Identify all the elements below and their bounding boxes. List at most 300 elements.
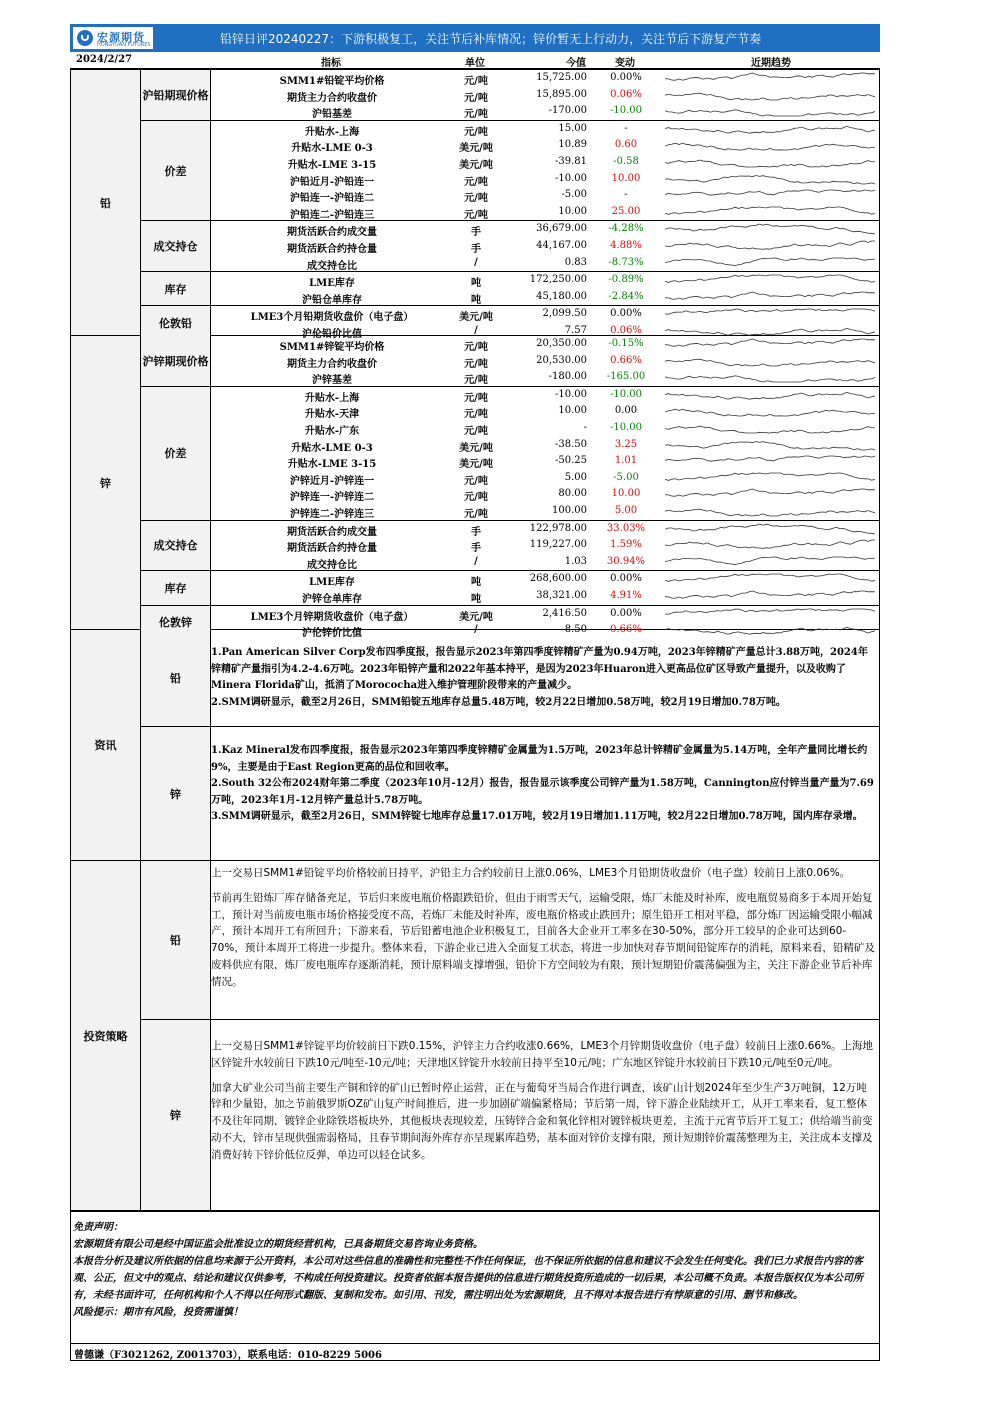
trend-line	[665, 609, 875, 614]
lead-group-label: 价差	[141, 121, 211, 221]
indicator-change: 0.06%	[610, 88, 642, 100]
trend-line	[665, 126, 875, 133]
trend-sparkline	[665, 370, 879, 384]
trend-sparkline	[665, 71, 879, 85]
strategy-section-label: 投资策略	[71, 861, 141, 1210]
trend-sparkline	[665, 421, 879, 435]
indicator-unit: 美元/吨	[459, 611, 493, 623]
indicator-row	[211, 503, 879, 520]
indicator-name: 成交持仓比	[307, 559, 357, 571]
indicator-value: -39.81	[554, 155, 587, 167]
indicator-name: 升贴水-LME 0-3	[291, 143, 373, 155]
indicator-change: 1.59%	[610, 539, 642, 551]
zinc-group-label: 沪锌期现价格	[141, 336, 211, 386]
disclaimer-text	[73, 1219, 875, 1321]
indicator-row	[211, 486, 879, 503]
logo-name: 宏源期货	[97, 31, 145, 44]
indicator-unit: 元/吨	[464, 409, 488, 421]
zinc-group-label: 成交持仓	[141, 521, 211, 571]
trend-sparkline	[665, 504, 879, 518]
indicator-value: 10.00	[558, 405, 587, 417]
trend-line	[665, 160, 875, 167]
indicator-change: 10.00	[611, 172, 641, 184]
indicator-unit: /	[474, 624, 478, 636]
indicator-name: 升贴水-广东	[304, 425, 360, 437]
indicator-change: -0.58	[613, 155, 639, 167]
trend-sparkline	[665, 555, 879, 569]
trend-line	[665, 309, 875, 314]
zinc-section	[71, 336, 879, 640]
indicator-unit: 美元/吨	[459, 442, 493, 454]
indicator-name: 期货活跃合约成交量	[287, 227, 377, 239]
indicator-unit: 元/吨	[464, 193, 488, 205]
indicator-value: 7.57	[564, 324, 587, 336]
indicator-unit: /	[474, 256, 478, 268]
indicator-value: -10.00	[554, 388, 587, 400]
trend-sparkline	[665, 607, 879, 621]
indicator-value: -10.00	[554, 172, 587, 184]
indicator-value: 100.00	[552, 504, 587, 516]
indicator-name: 升贴水-天津	[304, 409, 360, 421]
indicator-change: -10.00	[609, 388, 642, 400]
indicator-value: 1.03	[564, 555, 587, 567]
indicator-name: 升贴水-上海	[304, 126, 360, 138]
indicator-row	[211, 554, 879, 571]
lead-group	[141, 70, 879, 121]
trend-sparkline	[665, 290, 879, 304]
indicator-value: 15,725.00	[536, 72, 587, 83]
strategy-lead-para: 上一交易日SMM1#铅锭平均价格较前日持平，沪铅主力合约较前日上涨0.06%，LME3个月铅期货收盘价（电子盘）较前日上涨0.06%。	[211, 867, 851, 879]
disclaimer-line: 宏源期货有限公司是经中国证监会批准设立的期货经营机构，已具备期货交易咨询业务资格。	[73, 1239, 483, 1250]
trend-sparkline	[665, 337, 879, 351]
strategy-section	[71, 861, 879, 1210]
news-zinc-item: 2.South 32公布2024财年第二季度（2023年10月-12月）报告，报告显示该季度公司锌产量为1.58万吨，Cannington应付锌当量产量为7.69万吨，2023年1月-12月锌产量总计5.78万吨。	[211, 778, 874, 806]
indicator-change: 33.03%	[606, 522, 646, 534]
trend-sparkline	[665, 138, 879, 152]
data-grid	[70, 70, 880, 1212]
indicator-unit: 手	[471, 526, 481, 538]
trend-line	[665, 557, 875, 565]
trend-line	[665, 591, 875, 598]
report-date: 2024/2/27	[75, 54, 132, 65]
indicator-name: 期货活跃合约成交量	[287, 526, 377, 538]
indicator-change: 0.00%	[610, 308, 642, 320]
news-zinc-block	[141, 727, 879, 860]
trend-sparkline	[665, 273, 879, 287]
indicator-name: 沪锌近月-沪锌连一	[289, 475, 375, 487]
trend-line	[665, 258, 875, 266]
indicator-row	[211, 453, 879, 470]
news-zinc-text	[211, 743, 875, 826]
indicator-row	[211, 221, 879, 238]
indicator-value: 20,350.00	[536, 338, 587, 349]
trend-sparkline	[665, 122, 879, 136]
indicator-name: 沪铅仓单库存	[302, 294, 362, 306]
trend-sparkline	[665, 104, 879, 118]
indicator-change: -165.00	[606, 371, 646, 383]
indicator-name: 升贴水-LME 3-15	[287, 459, 377, 471]
indicator-row	[211, 353, 879, 370]
indicator-change: -10.00	[609, 105, 642, 117]
news-lead-block	[141, 630, 879, 727]
indicator-unit: 吨	[471, 278, 481, 290]
indicator-value: 15,895.00	[536, 88, 587, 100]
indicator-change: -2.84%	[608, 290, 644, 302]
zinc-group-label: 伦敦锌	[141, 606, 211, 639]
indicator-name: 沪锌连二-沪锌连三	[289, 508, 375, 520]
indicator-row	[211, 437, 879, 454]
indicator-row	[211, 121, 879, 138]
zinc-group	[141, 521, 879, 572]
indicator-unit: 元/吨	[464, 508, 488, 520]
indicator-row	[211, 255, 879, 272]
logo-english: HONGYUAN FUTURES	[97, 42, 151, 48]
lead-section-label: 铅	[71, 70, 141, 335]
trend-sparkline	[665, 188, 879, 202]
indicator-value: 20,530.00	[536, 354, 587, 366]
indicator-unit: 元/吨	[464, 492, 488, 504]
indicator-value: 119,227.00	[529, 539, 587, 551]
indicator-change: 10.00	[611, 488, 641, 500]
trend-line	[665, 410, 875, 417]
indicator-name: 期货活跃合约持仓量	[287, 543, 377, 555]
lead-group-label: 沪铅期现价格	[141, 70, 211, 120]
indicator-name: 期货活跃合约持仓量	[287, 243, 377, 255]
indicator-name: LME库存	[309, 577, 355, 589]
trend-line	[665, 190, 875, 195]
col-unit: 单位	[465, 58, 485, 69]
trend-line	[665, 489, 875, 496]
indicator-change: -	[624, 189, 628, 201]
indicator-name: SMM1#铅锭平均价格	[279, 76, 385, 87]
indicator-value: -38.50	[554, 438, 587, 450]
news-lead-item: 2.SMM调研显示，截至2月26日，SMM铅锭五地库存总量5.48万吨，较2月22日增加0.58万吨，较2月19日增加0.78万吨。	[211, 696, 786, 708]
trend-line	[665, 359, 875, 366]
indicator-name: 沪铅连二-沪铅连三	[289, 209, 375, 221]
trend-sparkline	[665, 404, 879, 418]
indicator-change: 3.25	[614, 438, 638, 450]
indicator-row	[211, 306, 879, 323]
indicator-row	[211, 387, 879, 404]
indicator-value: 2,416.50	[542, 607, 587, 619]
indicator-row	[211, 606, 879, 623]
indicator-change: 0.66%	[610, 624, 642, 636]
indicator-row	[211, 403, 879, 420]
indicator-unit: 元/吨	[464, 475, 488, 487]
indicator-change: 0.06%	[610, 324, 642, 336]
indicator-name: 沪铅近月-沪铅连一	[289, 176, 375, 188]
indicator-value: 268,600.00	[529, 573, 587, 585]
indicator-name: 升贴水-上海	[304, 392, 360, 404]
news-lead-text	[211, 645, 875, 711]
indicator-value: 2,099.50	[542, 308, 587, 320]
trend-line	[665, 73, 875, 80]
indicator-unit: 美元/吨	[459, 159, 493, 171]
company-logo	[72, 26, 154, 50]
trend-sparkline	[665, 438, 879, 452]
indicator-unit: 美元/吨	[459, 459, 493, 471]
indicator-change: -0.89%	[608, 274, 644, 286]
indicator-change: -	[624, 122, 628, 134]
indicator-value: 44,167.00	[536, 239, 587, 251]
trend-sparkline	[665, 572, 879, 586]
trend-line	[665, 110, 875, 116]
indicator-name: 沪铅基差	[312, 109, 352, 121]
indicator-value: 80.00	[558, 488, 587, 500]
trend-sparkline	[665, 307, 879, 321]
col-change: 变动	[615, 58, 635, 69]
lead-section	[71, 70, 879, 340]
lead-group-label: 伦敦铅	[141, 306, 211, 339]
indicator-name: 升贴水-LME 0-3	[291, 442, 373, 454]
column-header-row	[70, 52, 880, 70]
indicator-name: 成交持仓比	[307, 260, 357, 272]
col-indicator: 指标	[321, 58, 341, 69]
indicator-change: 1.01	[614, 455, 638, 467]
strategy-zinc-para: 加拿大矿业公司当前主要生产铜和锌的矿山已暂时停止运营，正在与葡萄牙当局合作进行调查，该矿山计划2024年至少生产3万吨铜，12万吨锌和少量铅，加之节前俄罗斯OZ矿山复产时间推后，进一步加剧矿端偏紧格局；节后第一周，锌下游企业陆续开工，从开工率来看，复工整体不及往年同期，镀锌企业除铁塔板块外，其他板块表现较差，压铸锌合金和氧化锌相对镀锌板块更差，主流于元宵节后开工复工；供给端当前变动不大，锌市呈现供强需弱格局，且春节期间海外库存亦呈现累库趋势，基本面对锌价支撑有限，预计短期锌价震荡整理为主，关注成本支撑及消费好转下锌价低位反弹，单边可以轻仓试多。	[211, 1081, 873, 1161]
trend-sparkline	[665, 471, 879, 485]
indicator-row	[211, 204, 879, 221]
indicator-value: 15.00	[558, 122, 587, 134]
trend-line	[665, 275, 875, 282]
indicator-value: 10.89	[558, 139, 587, 151]
trend-sparkline	[665, 239, 879, 253]
logo-icon	[77, 30, 93, 46]
lead-group	[141, 121, 879, 222]
trend-sparkline	[665, 155, 879, 169]
indicator-unit: 手	[471, 543, 481, 555]
disclaimer-line: 本报告分析及建议所依据的信息均来源于公开资料，本公司对这些信息的准确性和完整性不作任何保证，也不保证所依据的信息和建议不会发生任何变化。我们已力求报告内容的客观、公正，但文中的观点、结论和建议仅供参考，不构成任何投资建议。投资者依据本报告提供的信息进行期货投资所造成的一切后果，本公司概不负责。本报告版权仅为本公司所有，未经书面许可，任何机构和个人不得以任何形式翻版、复制和发布。如引用、刊发，需注明出处为宏源期货，且不得对本报告进行有悖原意的引用、删节和修改。	[73, 1256, 863, 1301]
indicator-name: 沪锌连一-沪锌连二	[289, 492, 375, 504]
indicator-unit: 美元/吨	[459, 312, 493, 324]
trend-sparkline	[665, 388, 879, 402]
indicator-row	[211, 571, 879, 588]
trend-sparkline	[665, 222, 879, 236]
indicator-change: 30.94%	[606, 555, 646, 567]
indicator-name: 沪锌基差	[312, 375, 352, 387]
indicator-row	[211, 289, 879, 306]
indicator-row	[211, 171, 879, 188]
indicator-unit: 吨	[471, 577, 481, 589]
strategy-zinc-label: 锌	[141, 1020, 211, 1210]
trend-line	[665, 144, 875, 151]
indicator-value: -	[583, 421, 587, 433]
indicator-row	[211, 103, 879, 120]
indicator-value: -170.00	[548, 105, 587, 117]
news-section-label: 资讯	[71, 630, 141, 860]
report-title: 铅锌日评20240227：下游积极复工，关注节后补库情况；锌价暂无上行动力，关注节后下游复产节奏	[220, 32, 762, 46]
indicator-name: 沪伦锌价比值	[302, 628, 362, 640]
trend-line	[665, 441, 875, 450]
indicator-unit: 元/吨	[464, 209, 488, 221]
indicator-row	[211, 336, 879, 353]
indicator-name: SMM1#锌锭平均价格	[279, 342, 385, 353]
indicator-unit: 元/吨	[464, 126, 488, 138]
trend-line	[665, 93, 875, 100]
indicator-value: 45,180.00	[536, 290, 587, 302]
indicator-value: 8.50	[564, 624, 587, 636]
indicator-name: LME库存	[309, 278, 355, 290]
indicator-row	[211, 588, 879, 605]
indicator-change: 0.00%	[610, 573, 642, 585]
indicator-change: -10.00	[609, 421, 642, 433]
strategy-zinc-text	[211, 1038, 875, 1164]
indicator-row	[211, 154, 879, 171]
indicator-value: -50.25	[554, 455, 587, 467]
indicator-change: 0.60	[614, 139, 638, 151]
news-lead-label: 铅	[141, 630, 211, 726]
indicator-unit: 元/吨	[464, 92, 488, 104]
strategy-zinc-block	[141, 1020, 879, 1210]
news-zinc-item: 1.Kaz Mineral发布四季度报，报告显示2023年第四季度锌精矿金属量为1.5万吨，2023年总计锌精矿金属量为5.14万吨，全年产量同比增长约9%，主要是由于East Region更高的品位和回收率。	[211, 745, 868, 773]
trend-line	[665, 376, 875, 382]
indicator-value: 5.00	[564, 471, 587, 483]
indicator-unit: 元/吨	[464, 358, 488, 370]
zinc-section-label: 锌	[71, 336, 141, 629]
indicator-unit: 手	[471, 243, 481, 255]
indicator-unit: 元/吨	[464, 342, 488, 353]
indicator-row	[211, 70, 879, 87]
indicator-row	[211, 521, 879, 538]
zinc-group	[141, 571, 879, 605]
news-lead-item: 1.Pan American Silver Corp发布四季度报，报告显示2023年第四季度锌精矿产量为0.94万吨，2023年锌精矿产量总计3.88万吨，2024年锌精矿产量指引为4.2-4.6万吨。2023年铅锌产量和2022年基本持平，是因为2023年Huaron进入更高品位矿区导致产量提升，以及收购了Minera Florida矿山，抵消了Morococha进入维护管理阶段带来的产量减少。	[211, 647, 868, 691]
col-trend: 近期趋势	[751, 58, 791, 69]
zinc-group	[141, 387, 879, 521]
indicator-row	[211, 420, 879, 437]
indicator-unit: 美元/吨	[459, 143, 493, 155]
strategy-lead-block	[141, 861, 879, 1020]
indicator-row	[211, 272, 879, 289]
indicator-name: 沪锌仓单库存	[302, 593, 362, 605]
trend-sparkline	[665, 538, 879, 552]
indicator-change: 0.00	[614, 405, 638, 417]
indicator-unit: 元/吨	[464, 176, 488, 188]
indicator-name: 升贴水-LME 3-15	[287, 159, 377, 171]
indicator-value: -5.00	[561, 189, 587, 201]
indicator-row	[211, 87, 879, 104]
lead-group-label: 库存	[141, 272, 211, 305]
indicator-row	[211, 537, 879, 554]
lead-group	[141, 221, 879, 272]
indicator-value: -180.00	[548, 371, 587, 383]
indicator-row	[211, 470, 879, 487]
indicator-change: 0.66%	[610, 354, 642, 366]
trend-sparkline	[665, 487, 879, 501]
indicator-value: 122,978.00	[529, 522, 587, 534]
indicator-unit: 吨	[471, 294, 481, 306]
indicator-name: 期货主力合约收盘价	[287, 92, 377, 104]
indicator-change: -8.73%	[608, 256, 644, 268]
indicator-value: 172,250.00	[529, 274, 587, 286]
report-header	[70, 24, 880, 52]
indicator-unit: 元/吨	[464, 425, 488, 437]
indicator-change: 4.88%	[610, 239, 642, 251]
indicator-unit: 元/吨	[464, 392, 488, 404]
trend-line	[665, 540, 875, 548]
indicator-row	[211, 187, 879, 204]
lead-group-label: 成交持仓	[141, 221, 211, 271]
trend-sparkline	[665, 172, 879, 186]
indicator-unit: 元/吨	[464, 109, 488, 121]
trend-line	[665, 224, 875, 234]
trend-line	[665, 241, 875, 249]
author-line	[70, 1344, 880, 1361]
indicator-name: LME3个月锌期货收盘价（电子盘）	[250, 611, 414, 623]
trend-sparkline	[665, 522, 879, 536]
lead-group	[141, 306, 879, 339]
indicator-name: 期货主力合约收盘价	[287, 358, 377, 370]
indicator-change: -4.28%	[608, 223, 644, 235]
author-contact: 曾德谦（F3021262, Z0013703），联系电话：010-8229 5006	[74, 1350, 382, 1361]
indicator-change: -5.00	[613, 471, 639, 483]
trend-line	[665, 509, 875, 516]
trend-sparkline	[665, 205, 879, 219]
news-zinc-label: 锌	[141, 727, 211, 860]
indicator-change: 5.00	[614, 504, 638, 516]
indicator-row	[211, 238, 879, 255]
news-section	[71, 630, 879, 861]
disclaimer-box	[70, 1210, 880, 1344]
trend-sparkline	[665, 589, 879, 603]
indicator-unit: /	[474, 555, 478, 567]
trend-sparkline	[665, 88, 879, 102]
zinc-group-label: 库存	[141, 571, 211, 604]
trend-line	[665, 292, 875, 299]
indicator-unit: 元/吨	[464, 76, 488, 87]
indicator-value: 0.83	[564, 256, 587, 268]
disclaimer-heading: 免责声明：	[73, 1222, 123, 1233]
col-value: 今值	[566, 58, 586, 69]
report-page	[70, 24, 880, 1212]
strategy-lead-text	[211, 865, 875, 991]
trend-line	[665, 473, 875, 480]
indicator-row	[211, 137, 879, 154]
trend-line	[665, 574, 875, 581]
indicator-value: 36,679.00	[536, 223, 587, 235]
risk-warning: 风险提示：期市有风险，投资需谨慎！	[73, 1307, 243, 1318]
indicator-value: 38,321.00	[536, 589, 587, 601]
strategy-zinc-para: 上一交易日SMM1#锌锭平均价较前日下跌0.15%，沪锌主力合约收涨0.66%，LME3个月锌期货收盘价（电子盘）较前日上涨0.66%。上海地区锌锭升水较前日下跌10元/吨至-10元/吨；天津地区锌锭升水较前日持平至10元/吨；广东地区锌锭升水较前日下跌10元/吨至0元/吨。	[211, 1040, 874, 1069]
indicator-change: 0.00%	[610, 607, 642, 619]
indicator-row	[211, 369, 879, 386]
indicator-change: -0.15%	[608, 338, 644, 349]
trend-line	[665, 328, 875, 335]
indicator-unit: /	[474, 324, 478, 336]
indicator-unit: 元/吨	[464, 375, 488, 387]
trend-sparkline	[665, 454, 879, 468]
indicator-name: 沪伦铅价比值	[302, 328, 362, 340]
trend-sparkline	[665, 256, 879, 270]
trend-line	[665, 175, 875, 184]
trend-line	[665, 524, 875, 534]
trend-line	[665, 207, 875, 214]
indicator-change: 4.91%	[610, 589, 642, 601]
strategy-lead-label: 铅	[141, 861, 211, 1019]
trend-line	[665, 339, 875, 346]
lead-group	[141, 272, 879, 306]
indicator-value: 10.00	[558, 205, 587, 217]
indicator-change: 25.00	[611, 205, 641, 217]
strategy-lead-para: 节前再生铅炼厂库存储备充足，节后归来废电瓶价格跟跌铅价，但由于雨雪天气，运输受限，炼厂未能及时补库，废电瓶贸易商多于本周开始复工，预计对当前废电瓶市场价格接受度不高，若炼厂未能及时补库，废电瓶价格或止跌回升；原生铅开工相对平稳，部分炼厂因运输受限小幅减产，预计本周开工有所回升；下游来看，节后铅蓄电池企业积极复工，目前各大企业开工率多在30-50%，部分开工较早的企业可达到60-70%，预计本周开工将进一步提升。整体来看，下游企业已进入全面复工状态，将进一步加快对春节期间铅锭库存的消耗，原料来看，铅精矿及废料供应有限，炼厂废电瓶库存逐渐消耗，预计原料端支撑增强，铅价下方空间较为有限，预计短期铅价震荡偏强为主，关注下游企业节后补库情况。	[211, 891, 875, 988]
zinc-group	[141, 336, 879, 387]
news-zinc-item: 3.SMM调研显示，截至2月26日，SMM锌锭七地库存总量17.01万吨，较2月19日增加1.11万吨，较2月22日增加0.78万吨，国内库存录增。	[211, 811, 863, 822]
indicator-unit: 吨	[471, 593, 481, 605]
trend-line	[665, 392, 875, 399]
trend-sparkline	[665, 354, 879, 368]
zinc-group-label: 价差	[141, 387, 211, 520]
trend-line	[665, 456, 875, 461]
indicator-name: 沪铅连一-沪铅连二	[289, 193, 375, 205]
